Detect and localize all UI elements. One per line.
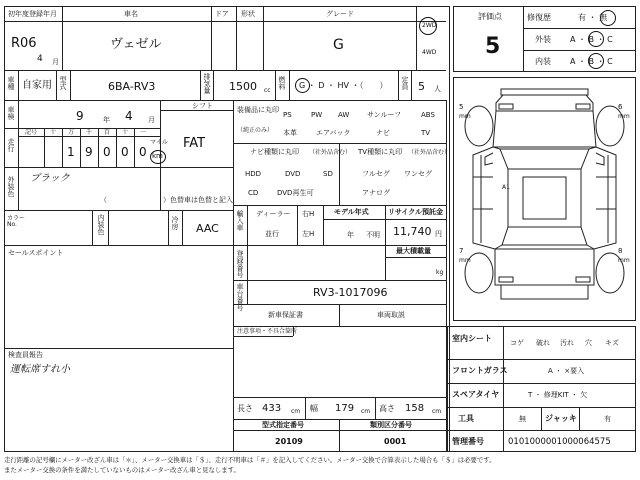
capacity-label: 定員 xyxy=(401,76,409,90)
damage-mark-a1: A1 xyxy=(502,184,510,191)
chassis-value: RV3-1017096 xyxy=(313,286,388,299)
tv-analog: アナログ xyxy=(362,189,390,197)
odo-unit-1: 十 xyxy=(50,129,57,136)
repair-none-circle xyxy=(600,10,616,26)
odo-digit-4: 0 xyxy=(121,145,129,159)
nav-hdd: HDD xyxy=(245,170,262,178)
exterior-options: A ・ B ・ C xyxy=(570,35,613,44)
inspection-year: 9 xyxy=(76,109,84,123)
score-value: 5 xyxy=(485,34,501,59)
interior-options: A ・ B ・ C xyxy=(570,57,613,66)
type-no-label: 型式指定番号 xyxy=(262,421,304,429)
diagram-mm-8: mm xyxy=(618,257,630,264)
month-unit: 月 xyxy=(52,58,59,66)
odo-label: 走行 xyxy=(7,138,15,152)
wheel-rear-left-icon xyxy=(465,253,493,293)
class-no-label: 類別区分番号 xyxy=(370,421,412,429)
load-unit: kg xyxy=(436,269,444,276)
equip-label: 装備品に丸印 xyxy=(237,106,279,114)
import-right-h: 右H xyxy=(302,210,315,218)
inspector-note: 運転席すれ小 xyxy=(10,364,70,375)
tools-label: 工具 xyxy=(458,414,474,423)
grade-label: グレード xyxy=(326,10,354,18)
nav-sub: （社外品含む） xyxy=(309,149,352,156)
color-code-label: カラー No. xyxy=(7,215,26,228)
odo-digit-3: 0 xyxy=(103,145,111,159)
seat-stain: 汚れ xyxy=(560,339,574,347)
grade-value: G xyxy=(333,37,344,53)
reg-year: R06 xyxy=(11,36,37,51)
drive-2wd: 2WD xyxy=(422,22,437,29)
width-value: 179 xyxy=(335,403,355,414)
seat-hole: 穴 xyxy=(585,339,592,347)
load-label: 最大積載量 xyxy=(396,247,431,255)
sales-point-label: セールスポイント xyxy=(8,249,64,257)
interior-b-circle xyxy=(588,53,604,69)
reg-year-label: 初年度登録年月 xyxy=(8,10,57,18)
interior-color-label: 内装色 xyxy=(97,214,105,235)
shape-label: 形状 xyxy=(241,10,255,18)
exterior-label: 外装 xyxy=(535,35,551,44)
odo-unit-5: 十 xyxy=(122,129,129,136)
height-label: 高さ xyxy=(379,404,395,413)
length-value: 433 xyxy=(262,403,282,414)
footer-line-2: またメーター交換の条件を満たしていないものはメーター改ざん車と見なします。 xyxy=(4,466,240,474)
glass-value: A ・ ×要入 xyxy=(548,367,585,375)
fuel-label: 燃料 xyxy=(278,76,286,90)
model-label: 型式 xyxy=(59,76,67,90)
tv-title: TV種類に丸印 xyxy=(358,148,403,156)
recycle-value: 11,740 xyxy=(393,225,432,238)
reg-number-label: 登録番号 xyxy=(236,250,244,278)
odo-digit-2: 9 xyxy=(85,145,93,159)
color-label: 外装色 xyxy=(7,176,15,197)
length-unit: cm xyxy=(291,408,301,415)
jack-value: 有 xyxy=(604,415,611,423)
diagram-num-7: 7 xyxy=(459,247,464,255)
shift-value: FAT xyxy=(183,136,206,151)
recycle-unit: 円 xyxy=(435,230,442,238)
diagram-mm-7: mm xyxy=(459,257,471,264)
reg-month: 4 xyxy=(37,54,43,64)
equip-ps: PS xyxy=(283,111,292,119)
door-label: ドア xyxy=(215,10,229,18)
mgmt-label: 管理番号 xyxy=(452,437,484,446)
odo-unit-4: 百 xyxy=(104,129,111,136)
displacement-label: 排気量 xyxy=(203,73,211,94)
equip-navi: ナビ xyxy=(376,129,390,137)
repair-label: 修復歴 xyxy=(527,13,551,22)
tv-sub: （社外品含む） xyxy=(408,149,451,156)
tools-value: 無 xyxy=(519,415,526,423)
tv-fullseg: フルセグ xyxy=(362,170,390,178)
equip-leather: 本革 xyxy=(283,129,297,137)
nav-title: ナビ種類に丸印 xyxy=(250,148,299,156)
width-label: 幅 xyxy=(310,404,318,413)
type-no-value: 20109 xyxy=(275,437,303,446)
equip-airbag: エアバック xyxy=(316,129,351,137)
nav-sd: SD xyxy=(323,170,333,178)
model-year-unit: 年 xyxy=(347,231,354,239)
diagram-mm-5: mm xyxy=(459,113,471,120)
use-value: 自家用 xyxy=(22,80,52,91)
diagram-mm-6: mm xyxy=(618,113,630,120)
shift-label: シフト xyxy=(192,102,213,110)
seat-burn: コゲ xyxy=(510,339,524,347)
inspection-month-unit: 月 xyxy=(148,116,155,124)
model-value: 6BA-RV3 xyxy=(108,80,156,93)
import-label: 輸入車 xyxy=(236,210,244,231)
inspector-report-label: 検査員報告 xyxy=(8,351,43,359)
displacement-value: 1500 xyxy=(229,80,257,93)
color-value: ブラック xyxy=(30,173,70,184)
car-name-label: 車名 xyxy=(124,10,138,18)
nav-cd: CD xyxy=(248,189,259,197)
spare-value: T ・ 修理KIT ・ 欠 xyxy=(528,391,588,399)
fuel-g-circle xyxy=(295,78,310,93)
score-label: 評価点 xyxy=(478,12,502,21)
equip-pw: PW xyxy=(311,111,323,119)
equip-abs: ABS xyxy=(421,111,435,119)
seat-tear: 破れ xyxy=(536,339,550,347)
tv-oneseg: ワンセグ xyxy=(404,170,432,178)
chassis-label: 車台番号 xyxy=(236,283,244,311)
interior-label: 内装 xyxy=(535,57,551,66)
diagram-num-6: 6 xyxy=(618,103,623,111)
diagram-num-5: 5 xyxy=(459,103,464,111)
odo-unit-0: 記号 xyxy=(25,129,38,136)
odo-unit-3: 千 xyxy=(86,129,93,136)
wheel-front-right-icon xyxy=(596,103,624,146)
mgmt-value: 0101000001000064575 xyxy=(508,437,611,447)
capacity-value: 5 xyxy=(418,80,425,93)
length-label: 長さ xyxy=(237,404,253,413)
diagram-num-8: 8 xyxy=(618,247,623,255)
equip-sunroof: サンルーフ xyxy=(367,111,402,119)
equip-sub: （純正のみ） xyxy=(237,127,274,134)
import-dealer: ディーラー xyxy=(256,210,291,218)
ac-value: AAC xyxy=(196,222,219,235)
jack-label: ジャッキ xyxy=(545,414,577,423)
import-parallel: 並行 xyxy=(265,230,279,238)
height-value: 158 xyxy=(405,403,425,414)
glass-label: フロントガラス xyxy=(452,366,508,375)
warranty-label: 新車保証書 xyxy=(268,311,303,319)
wheel-front-left-icon xyxy=(465,106,493,146)
notes-label: 注意事項・不具合箇所 xyxy=(237,328,298,335)
model-year-label: モデル年式 xyxy=(334,208,369,216)
footer-line-1: 走行距離の記号欄にメーター改ざん車は「＊」、メーター交換車は「＄」、走行不明車は「＃」を記入してください。メーター交換で合算表示した場合も「＄」は必要です。 xyxy=(4,456,496,464)
nav-dvd: DVD xyxy=(285,170,301,178)
capacity-unit: 人 xyxy=(434,85,441,93)
car-diagram-svg xyxy=(453,77,636,321)
ac-label: 冷房 xyxy=(171,216,179,230)
model-year-unknown: 不明 xyxy=(366,231,380,239)
recycle-label: リサイクル預託金 xyxy=(388,208,444,216)
color-note: （ ）色替車は色替と記入 xyxy=(100,196,233,204)
equip-tv: TV xyxy=(421,129,431,137)
use-label: 車種 xyxy=(7,76,15,90)
width-unit: cm xyxy=(361,408,371,415)
exterior-b-circle xyxy=(588,31,604,47)
inspection-label: 車検 xyxy=(7,106,15,120)
manual-label: 車両取説 xyxy=(377,311,405,319)
displacement-unit: cc xyxy=(264,87,271,94)
car-name: ヴェゼル xyxy=(110,37,162,52)
odo-unit-6: 一 xyxy=(140,129,147,136)
wheel-rear-right-icon xyxy=(596,253,624,293)
repair-options: 有 ・ 無 xyxy=(578,13,608,22)
odo-mile: マイル xyxy=(150,139,168,146)
height-unit: cm xyxy=(432,408,442,415)
nav-dvd-play: DVD再生可 xyxy=(277,189,314,197)
inspection-month: 4 xyxy=(125,109,133,123)
seat-scratch: キズ xyxy=(605,339,619,347)
inspection-year-unit: 年 xyxy=(103,116,110,124)
odo-digit-5: 0 xyxy=(139,145,147,159)
seat-label: 室内シート xyxy=(452,334,492,343)
equip-aw: AW xyxy=(338,111,350,119)
import-left-h: 左H xyxy=(302,230,315,238)
odo-km: km xyxy=(152,152,163,160)
class-no-value: 0001 xyxy=(384,437,407,446)
spare-label: スペアタイヤ xyxy=(452,390,500,399)
odo-digit-1: 1 xyxy=(67,145,75,159)
fuel-options: G ・ D ・ HV ・（ ） xyxy=(299,81,388,90)
drive-4wd: 4WD xyxy=(422,49,437,56)
odo-unit-2: 万 xyxy=(68,129,75,136)
